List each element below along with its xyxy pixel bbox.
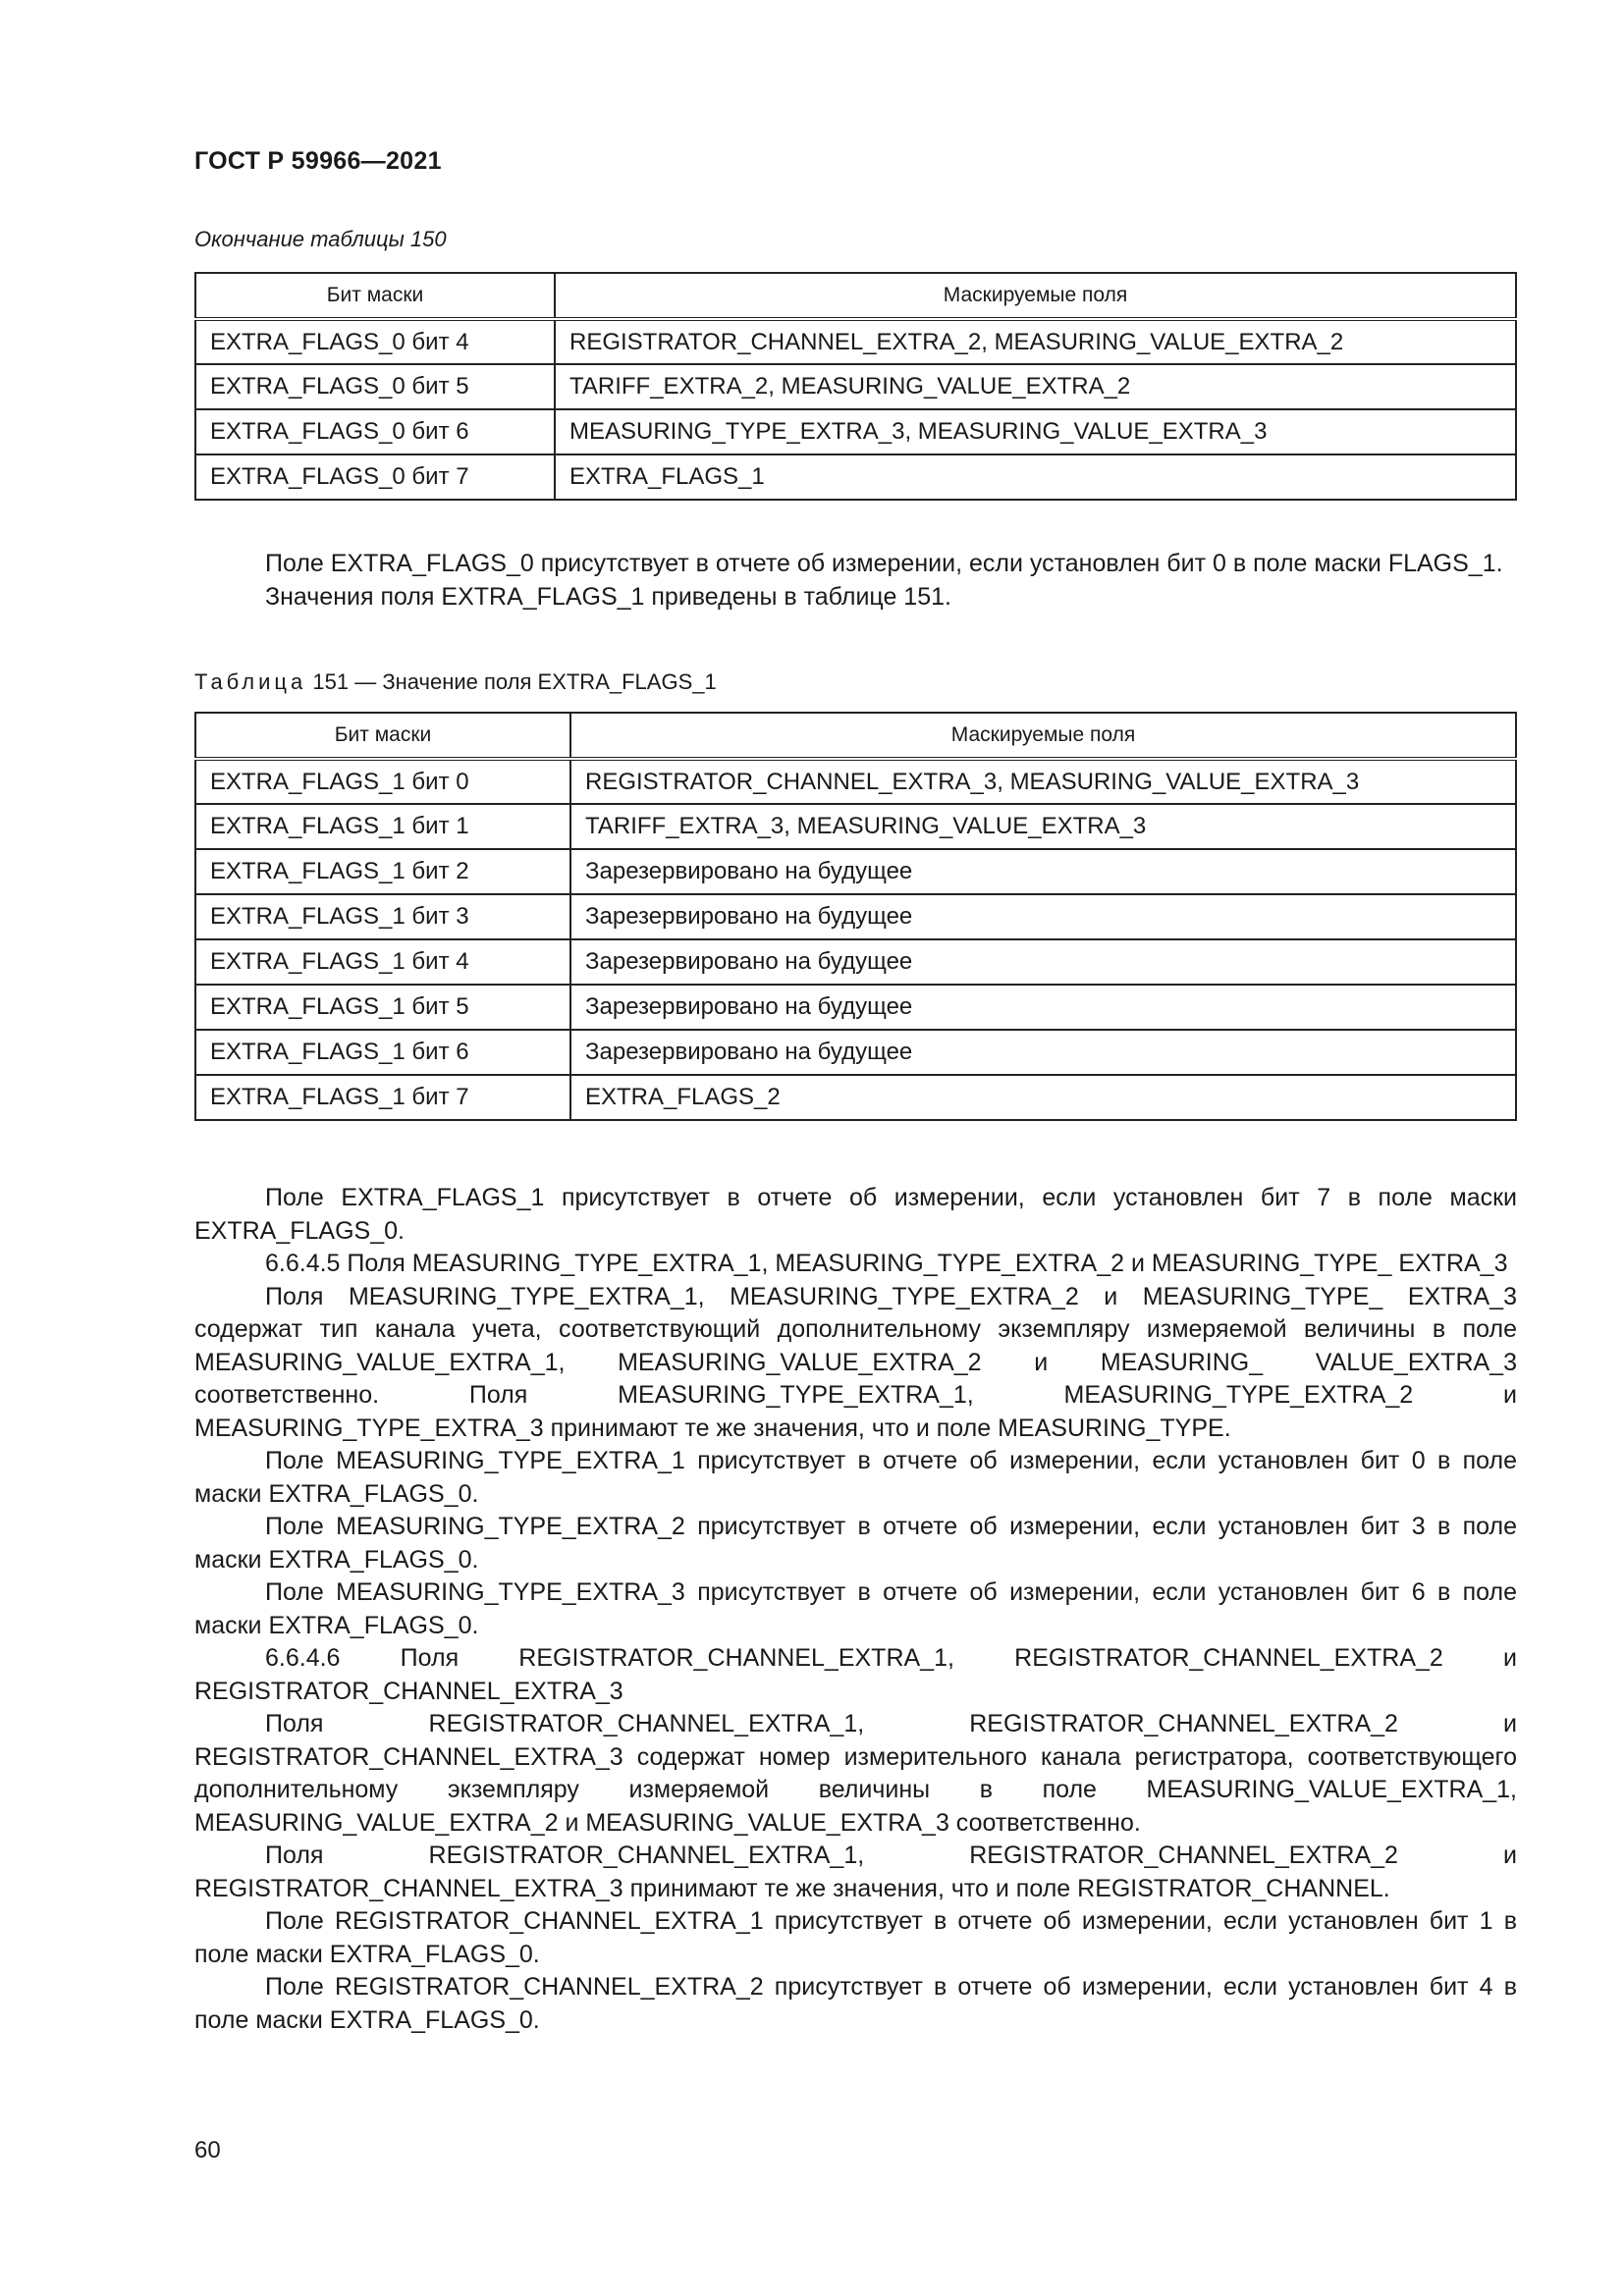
- paragraph: Поле REGISTRATOR_CHANNEL_EXTRA_1 присутствует в отчете об измерении, если установлен бит 1 в поле маски EXTRA_FLAGS_0.: [194, 1907, 1517, 1968]
- masked-fields-cell: EXTRA_FLAGS_1: [555, 454, 1516, 500]
- masked-fields-cell: REGISTRATOR_CHANNEL_EXTRA_2, MEASURING_VALUE_EXTRA_2: [555, 319, 1516, 364]
- table-row: [195, 804, 1516, 849]
- table-150: [194, 272, 1517, 501]
- mask-bit-cell: EXTRA_FLAGS_1 бит 7: [195, 1075, 570, 1120]
- table-row: [195, 319, 1516, 364]
- masked-fields-cell: Зарезервировано на будущее: [570, 1030, 1516, 1075]
- table-151-caption: [194, 669, 717, 695]
- table-row: [195, 409, 1516, 454]
- mask-bit-cell: EXTRA_FLAGS_0 бит 7: [195, 454, 555, 500]
- mask-bit-cell: EXTRA_FLAGS_1 бит 4: [195, 939, 570, 985]
- paragraph: Поле REGISTRATOR_CHANNEL_EXTRA_2 присутствует в отчете об измерении, если установлен бит 4 в поле маски EXTRA_FLAGS_0.: [194, 1973, 1517, 2034]
- masked-fields-cell: TARIFF_EXTRA_2, MEASURING_VALUE_EXTRA_2: [555, 364, 1516, 409]
- section-heading-6-6-4-5: 6.6.4.5 Поля MEASURING_TYPE_EXTRA_1, MEASURING_TYPE_EXTRA_2 и MEASURING_TYPE_ EXTRA_3: [265, 1250, 1508, 1277]
- column-header-masked-fields: Маскируемые поля: [555, 273, 1516, 319]
- masked-fields-cell: TARIFF_EXTRA_3, MEASURING_VALUE_EXTRA_3: [570, 804, 1516, 849]
- mask-bit-cell: EXTRA_FLAGS_1 бит 3: [195, 894, 570, 939]
- table-row: [195, 985, 1516, 1030]
- section-heading-6-6-4-6: 6.6.4.6 Поля REGISTRATOR_CHANNEL_EXTRA_1, REGISTRATOR_CHANNEL_EXTRA_2 и REGISTRATOR_CHANNEL_EXTRA_3: [194, 1644, 1517, 1705]
- body-text-block-1: [194, 548, 1517, 614]
- table-row: [195, 759, 1516, 804]
- table-row: [195, 454, 1516, 500]
- table-row: [195, 364, 1516, 409]
- body-text-block-2: [194, 1182, 1517, 2037]
- table-row: [195, 939, 1516, 985]
- mask-bit-cell: EXTRA_FLAGS_1 бит 2: [195, 849, 570, 894]
- paragraph: Поля REGISTRATOR_CHANNEL_EXTRA_1, REGISTRATOR_CHANNEL_EXTRA_2 и REGISTRATOR_CHANNEL_EXTRA_3 принимают те же значения, что и поле REGISTRATOR_CHANNEL.: [194, 1842, 1517, 1902]
- table-header-row: [195, 273, 1516, 319]
- mask-bit-cell: EXTRA_FLAGS_1 бит 6: [195, 1030, 570, 1075]
- paragraph: Поле MEASURING_TYPE_EXTRA_1 присутствует в отчете об измерении, если установлен бит 0 в поле маски EXTRA_FLAGS_0.: [194, 1447, 1517, 1508]
- table-row: [195, 849, 1516, 894]
- table-150-caption: Окончание таблицы 150: [194, 227, 447, 251]
- page-number: 60: [194, 2137, 221, 2163]
- masked-fields-cell: REGISTRATOR_CHANNEL_EXTRA_3, MEASURING_VALUE_EXTRA_3: [570, 759, 1516, 804]
- mask-bit-cell: EXTRA_FLAGS_1 бит 5: [195, 985, 570, 1030]
- paragraph: Значения поля EXTRA_FLAGS_1 приведены в таблице 151.: [265, 582, 951, 611]
- mask-bit-cell: EXTRA_FLAGS_1 бит 1: [195, 804, 570, 849]
- table-row: [195, 1030, 1516, 1075]
- column-header-mask-bit: Бит маски: [195, 713, 570, 759]
- mask-bit-cell: EXTRA_FLAGS_0 бит 6: [195, 409, 555, 454]
- paragraph: Поля REGISTRATOR_CHANNEL_EXTRA_1, REGISTRATOR_CHANNEL_EXTRA_2 и REGISTRATOR_CHANNEL_EXTRA_3 содержат номер измерительного канала регистратора, соответствующего дополнительному экземпляру измеряемой величины в поле MEASURING_VALUE_EXTRA_1, MEASURING_VALUE_EXTRA_2 и MEASURING_VALUE_EXTRA_3 соответственно.: [194, 1710, 1517, 1837]
- masked-fields-cell: Зарезервировано на будущее: [570, 939, 1516, 985]
- column-header-mask-bit: Бит маски: [195, 273, 555, 319]
- column-header-masked-fields: Маскируемые поля: [570, 713, 1516, 759]
- paragraph: Поле EXTRA_FLAGS_1 присутствует в отчете об измерении, если установлен бит 7 в поле маски EXTRA_FLAGS_0.: [194, 1184, 1517, 1245]
- paragraph: Поле EXTRA_FLAGS_0 присутствует в отчете об измерении, если установлен бит 0 в поле маски FLAGS_1.: [265, 550, 1503, 577]
- table-title: 151 — Значение поля EXTRA_FLAGS_1: [312, 669, 717, 694]
- masked-fields-cell: EXTRA_FLAGS_2: [570, 1075, 1516, 1120]
- masked-fields-cell: Зарезервировано на будущее: [570, 849, 1516, 894]
- mask-bit-cell: EXTRA_FLAGS_0 бит 4: [195, 319, 555, 364]
- paragraph: Поле MEASURING_TYPE_EXTRA_3 присутствует в отчете об измерении, если установлен бит 6 в поле маски EXTRA_FLAGS_0.: [194, 1578, 1517, 1639]
- paragraph: Поля MEASURING_TYPE_EXTRA_1, MEASURING_TYPE_EXTRA_2 и MEASURING_TYPE_ EXTRA_3 содержат тип канала учета, соответствующий дополнительному экземпляру измеряемой величины в поле MEASURING_VALUE_EXTRA_1, MEASURING_VALUE_EXTRA_2 и MEASURING_ VALUE_EXTRA_3 соответственно. Поля MEASURING_TYPE_EXTRA_1, MEASURING_TYPE_EXTRA_2 и MEASURING_TYPE_EXTRA_3 принимают те же значения, что и поле MEASURING_TYPE.: [194, 1282, 1517, 1442]
- table-row: [195, 1075, 1516, 1120]
- table-row: [195, 894, 1516, 939]
- masked-fields-cell: Зарезервировано на будущее: [570, 894, 1516, 939]
- paragraph: Поле MEASURING_TYPE_EXTRA_2 присутствует в отчете об измерении, если установлен бит 3 в поле маски EXTRA_FLAGS_0.: [194, 1513, 1517, 1574]
- table-header-row: [195, 713, 1516, 759]
- table-151: [194, 712, 1517, 1121]
- mask-bit-cell: EXTRA_FLAGS_0 бит 5: [195, 364, 555, 409]
- masked-fields-cell: Зарезервировано на будущее: [570, 985, 1516, 1030]
- mask-bit-cell: EXTRA_FLAGS_1 бит 0: [195, 759, 570, 804]
- standard-header: ГОСТ Р 59966—2021: [194, 147, 442, 175]
- table-label: Таблица: [194, 669, 307, 694]
- masked-fields-cell: MEASURING_TYPE_EXTRA_3, MEASURING_VALUE_EXTRA_3: [555, 409, 1516, 454]
